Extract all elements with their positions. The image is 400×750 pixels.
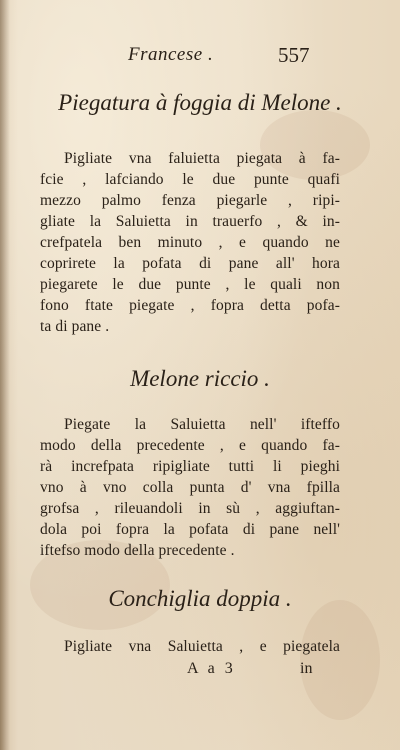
text-line: dola poi fopra la pofata di pane nell' <box>40 521 340 538</box>
section-heading: Conchiglia doppia . <box>108 586 292 611</box>
text-line: Piegate la Saluietta nell' ifteffo <box>64 416 340 433</box>
section-heading: Melone riccio . <box>130 366 270 391</box>
section-paragraph <box>40 414 340 561</box>
section-paragraph <box>40 636 340 657</box>
text-line: gliate la Saluietta in trauerfo , & in- <box>40 213 340 230</box>
text-line: Pigliate vna Saluietta , e piegatela <box>64 638 340 655</box>
text-line: rà increfpata ripigliate tutti li pieghi <box>40 458 340 475</box>
running-head <box>0 44 400 68</box>
text-line: mezzo palmo fenza piegarle , ripi- <box>40 192 340 209</box>
signature-mark: A a 3 <box>187 660 236 677</box>
text-line: vno à vno colla punta d' vna fpilla <box>40 479 340 496</box>
text-line: piegarete le due punte , le quali non <box>40 276 340 293</box>
text-line: ta di pane . <box>40 318 110 335</box>
text-line: modo della precedente , e quando fa- <box>40 437 340 454</box>
text-line: Pigliate vna faluietta piegata à fa- <box>64 150 340 167</box>
page-footer <box>0 660 400 684</box>
section-paragraph <box>40 148 340 337</box>
running-title: Francese . <box>128 44 214 65</box>
text-line: iftefso modo della precedente . <box>40 542 235 559</box>
text-line: crefpatela ben minuto , e quando ne <box>40 234 340 251</box>
text-line: fono ftate piegate , fopra detta pofa- <box>40 297 340 314</box>
catchword: in <box>300 660 313 677</box>
text-line: fcie , lafciando le due punte quafi <box>40 171 340 188</box>
text-line: coprirete la pofata di pane all' hora <box>40 255 340 272</box>
text-line: grofsa , rileuandoli in sù , aggiuftan- <box>40 500 340 517</box>
section-heading: Piegatura à foggia di Melone . <box>58 90 342 115</box>
page-number: 557 <box>278 43 310 67</box>
